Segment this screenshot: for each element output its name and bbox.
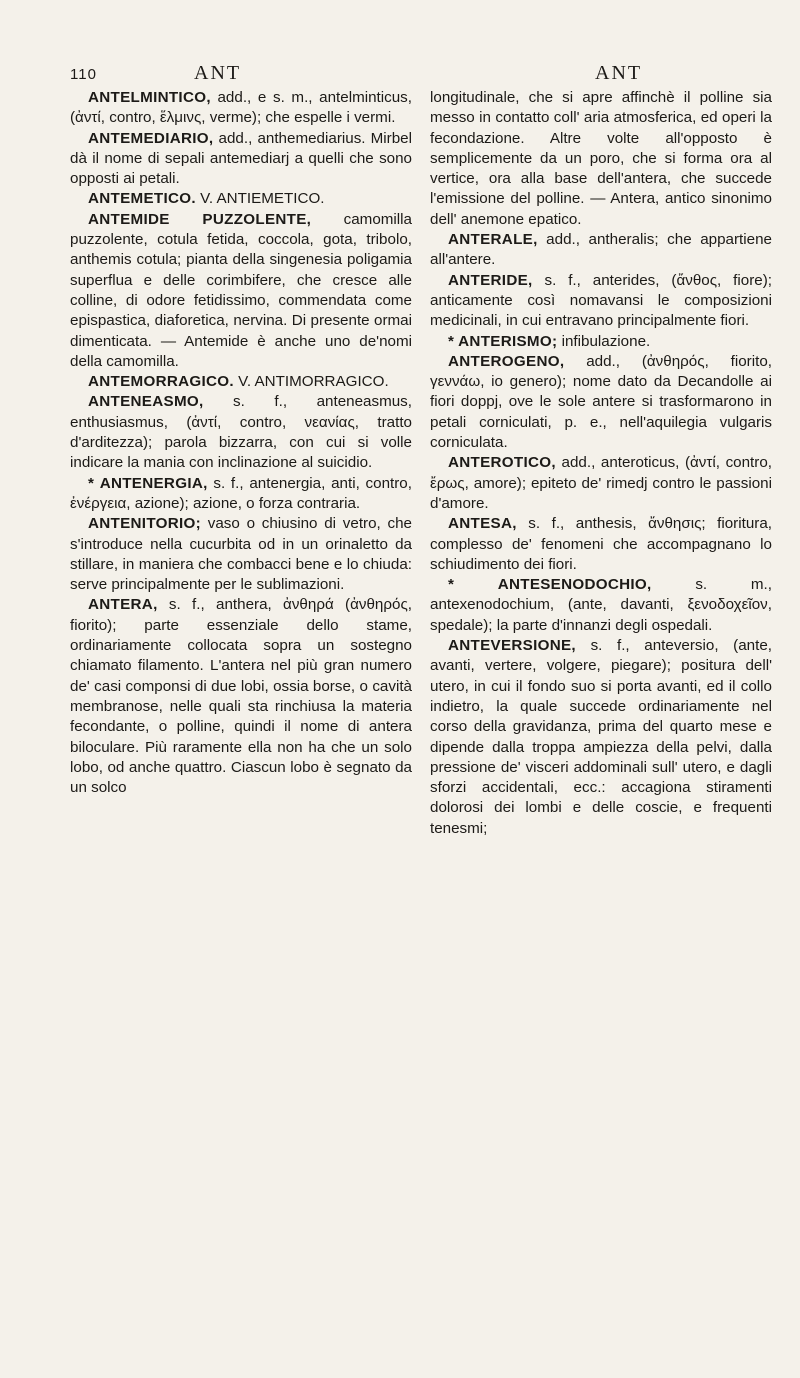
- entry-text: add., (ἀνθηρός, fiorito, γεννάω, io genero); nome dato da Decandolle ai fiori doppj, ove le sole antere si trasformarono in petali corniculati, p. e., nell'aquilegia vulgaris corniculata.: [430, 352, 772, 452]
- entry-headword: ANTEMETICO.: [88, 190, 196, 208]
- entry-text: s. m., antexenodochium, (ante, davanti, ξενοδοχεῖον, spedale); la parte d'innanzi degli ospedali.: [430, 576, 772, 634]
- entry-text: add., anteroticus, (ἀντί, contro, ἔρως, amore); epiteto de' rimedj contro le passioni d'amore.: [430, 454, 772, 512]
- entry-antemorragico: [70, 372, 412, 392]
- entry-antelmintico: [70, 88, 412, 129]
- entry-headword: ANTEMORRAGICO.: [88, 373, 234, 391]
- entry-headword: ANTEROTICO,: [448, 454, 556, 472]
- entry-headword: ANTEVERSIONE,: [448, 637, 576, 655]
- entry-text: s. f., anteneasmus, enthusiasmus, (ἀντί, contro, νεανίας, tratto d'arditezza); parola bizzarra, con cui si volle indicare la mania con inclinazione al suicidio.: [70, 393, 412, 472]
- entry-headword: ANTENEASMO,: [88, 393, 204, 411]
- entry-anteride: [430, 271, 772, 332]
- entry-antera: [70, 595, 412, 798]
- entry-text: s. f., anthesis, ἄνθησις; fioritura, complesso de' fenomeni che accompagnano lo schiudimento dei fiori.: [430, 515, 772, 573]
- entry-text: s. f., anterides, (ἄνθος, fiore); anticamente così nomavansi le composizioni medicinali, in cui entravano principalmente fiori.: [430, 271, 772, 330]
- entry-text: vaso o chiusino di vetro, che s'introduce nella cucurbita od in un orinaletto da stillare, in maniera che combacci bene e lo chiuda: serve principalmente per le sublimazioni.: [70, 515, 412, 594]
- left-column: [70, 88, 412, 798]
- entry-text: add., anthemediarius. Mirbel dà il nome di sepali antemediarj a quelli che sono opposti ai petali.: [70, 129, 412, 188]
- entry-text: longitudinale, che si apre affinchè il polline sia messo in contatto coll' aria atmosferica, ed operi la fecondazione. Altre volte all'opposto è semplicemente da un poro, che si forma ora al vertice, ora alla base dell'antera, che succede l'emissione del polline. — Antera, antico sinonimo dell' anemone epatico.: [430, 89, 772, 228]
- entry-text: s. f., antenergia, anti, contro, ἐνέργεια, azione); azione, o forza contraria.: [70, 474, 412, 512]
- entry-headword: * ANTESENODOCHIO,: [448, 576, 652, 594]
- entry-headword: ANTEROGENO,: [448, 352, 565, 370]
- entry-antesenodochio: [430, 575, 772, 636]
- entry-headword: ANTENITORIO;: [88, 515, 202, 533]
- entry-text: camomilla puzzolente, cotula fetida, coccola, gota, tribolo, anthemis cotula; pianta della singenesia poligamia superflua e delle corimbifere, che cresce alle colline, di odore fetidissimo, commendata come epispastica, diaforetica, nervina. Di presente ormai dimenticata. — Antemide è anche uno de'nomi della camomilla.: [70, 210, 412, 370]
- right-running-head: ANT: [595, 62, 643, 84]
- left-running-head: ANT: [194, 62, 242, 84]
- page-number: 110: [70, 66, 97, 83]
- entry-text: add., antheralis; che appartiene all'antere.: [430, 231, 772, 269]
- entry-antemide: [70, 210, 412, 372]
- entry-antemetico: [70, 189, 412, 209]
- entry-headword: ANTEMIDE PUZZOLENTE,: [88, 210, 312, 228]
- page-header: [0, 62, 800, 88]
- entry-antenitorio: [70, 514, 412, 595]
- entry-antemediario: [70, 129, 412, 190]
- entry-anterotico: [430, 453, 772, 514]
- entry-text: V. ANTIEMETICO.: [195, 190, 325, 208]
- entry-headword: ANTELMINTICO,: [88, 89, 211, 106]
- entry-text: add., e s. m., antelminticus, (ἀντί, contro, ἕλμινς, verme); che espelle i vermi.: [70, 89, 412, 127]
- entry-text: infibulazione.: [557, 332, 651, 350]
- entry-anteneasmo: [70, 392, 412, 473]
- entry-antesa: [430, 514, 772, 575]
- entry-headword: ANTESA,: [448, 515, 517, 533]
- entry-anteversione: [430, 636, 772, 839]
- entry-anterogeno: [430, 352, 772, 453]
- entry-headword: ANTERA,: [88, 596, 158, 614]
- entry-antera-continued: [430, 88, 772, 230]
- entry-anterale: [430, 230, 772, 271]
- right-column: [430, 88, 772, 839]
- entry-headword: ANTEMEDIARIO,: [88, 129, 214, 147]
- entry-text: s. f., anteversio, (ante, avanti, vertere, volgere, piegare); positura dell' utero, in cui il fondo suo si porta avanti, ed il collo indietro, la quale succede ordinariamente nel corso della gravidanza, prima del quarto mese e dipende dalla troppa ampiezza della pelvi, dalla pressione de' visceri addominali sull' utero, e dagli sforzi accidentali, ecc.: accagiona stiramenti dolorosi dei lombi e delle coscie, e frequenti tenesmi;: [430, 637, 772, 837]
- entry-text: V. ANTIMORRAGICO.: [233, 373, 389, 391]
- entry-anterismo: [430, 332, 772, 352]
- entry-headword: * ANTENERGIA,: [88, 474, 208, 492]
- entry-headword: ANTERALE,: [448, 231, 538, 249]
- entry-antenergia: [70, 474, 412, 515]
- entry-headword: * ANTERISMO;: [448, 332, 558, 350]
- entry-headword: ANTERIDE,: [448, 271, 533, 289]
- entry-text: s. f., anthera, ἀνθηρά (ἀνθηρός, fiorito); parte essenziale dello stame, ordinariamente collocata sopra un sostegno chiamato filamento. L'antera nel più gran numero de' casi componsi di due lobi, ossia borse, o cavità membranose, nelle quali sta rinchiusa la materia fecondante, o polline, quindi il nome di antera biloculare. Più raramente ella non ha che un solo lobo, od anche quattro. Ciascun lobo è segnato da un solco: [70, 596, 412, 797]
